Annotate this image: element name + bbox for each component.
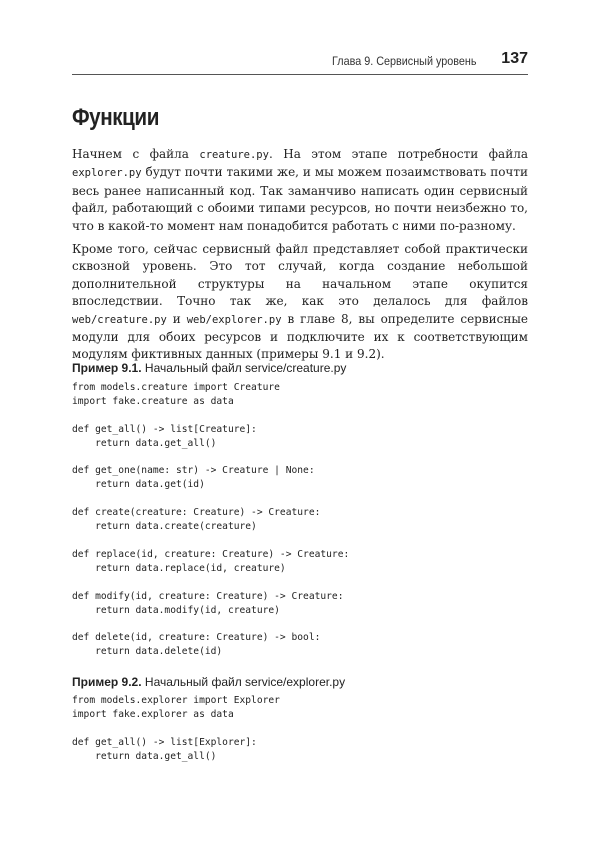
running-header — [72, 50, 528, 72]
example-2-label: Пример 9.2. — [72, 675, 142, 689]
inline-code-web-creature: web/creature.py — [72, 313, 167, 326]
inline-code-web-explorer: web/explorer.py — [186, 313, 282, 326]
page-number: 137 — [501, 50, 528, 67]
example-2-caption — [72, 675, 345, 689]
example-1-caption — [72, 361, 346, 375]
paragraph-1-text-3: будут почти такими же, и мы можем позаимствовать почти весь ранее написанный код. Так заманчиво написать один сервисный файл, работающий с обоими типами ресурсов, но почти неизбежно то, что в какой-то момент нам понадобится работать с ними по-разному. — [72, 165, 528, 233]
header-rule — [72, 74, 528, 75]
paragraph-1-text-2: . На этом этапе потребности файла — [268, 147, 528, 161]
example-1-title: Начальный файл service/creature.py — [144, 361, 347, 375]
inline-code-creature: creature.py — [199, 149, 269, 161]
paragraph-2-text-3: в главе 8, вы определите сервисные модули для обоих ресурсов и подключите их к соответствующим модулям фиктивных данных (примеры 9.1 и 9.2). — [72, 311, 528, 362]
paragraph-2-text-1: Кроме того, сейчас сервисный файл представляет собой практически сквозной уровень. Это тот случай, когда создание небольшой дополнительной структуры на начальном этапе окупится впоследствии. Точно так же, как это делалось для файлов — [72, 242, 528, 309]
example-2-code: from models.explorer import Explorer import fake.explorer as data def get_all() -> list[Explorer]: return data.get_all() — [72, 695, 280, 762]
paragraph-1 — [72, 146, 528, 235]
example-1-code: from models.creature import Creature import fake.creature as data def get_all() -> list[Creature]: return data.get_all() def get_one(name: str) -> Creature | None: return data.get(id) def create(creature: Creature) -> Creature: return data.create(creature) def replace(id, creature: Creature) -> Creature: return data.replace(id, creature) def modify(id, creature: Creature) -> Creature: return data.modify(id, creature) def delete(id, creature: Creature) -> bool: return data.delete(id) — [72, 382, 350, 658]
example-2-title: Начальный файл service/explorer.py — [144, 675, 346, 689]
section-title: Функции — [72, 104, 159, 131]
inline-code-explorer: explorer.py — [72, 167, 142, 180]
paragraph-2 — [72, 241, 528, 364]
paragraph-1-text-1: Начнем с файла — [72, 147, 200, 161]
example-1-label: Пример 9.1. — [72, 361, 142, 375]
chapter-title: Глава 9. Сервисный уровень — [331, 54, 476, 68]
paragraph-2-text-2: и — [166, 311, 187, 326]
